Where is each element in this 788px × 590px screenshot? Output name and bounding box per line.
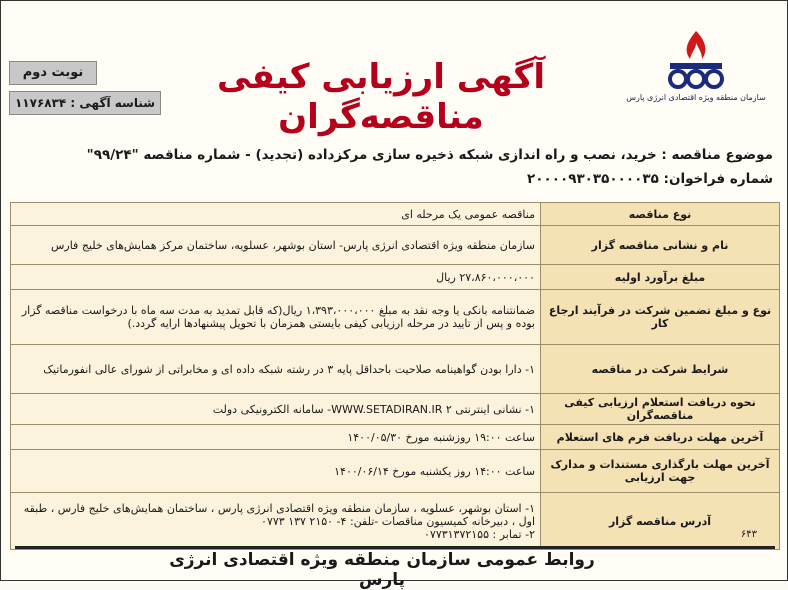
table-row (11, 203, 780, 226)
flame-logo-icon (656, 29, 736, 91)
ad-id-badge: شناسه آگهی : ۱۱۷۶۸۳۴ (9, 91, 161, 115)
fax-line: ۲- تمابر : ۰۷۷۳۱۳۷۲۱۵۵ (424, 527, 535, 541)
row-label: شرایط شرکت در مناقصه (541, 345, 780, 394)
table-row (11, 394, 780, 425)
table-row (11, 345, 780, 394)
page-number: ۶۴۳ (740, 529, 757, 540)
row-value: سازمان منطقه ویژه اقتصادی انرژی پارس- استان بوشهر، عسلویه، ساختمان مرکز همایش‌های خلیج فارس (11, 226, 541, 265)
call-number: شماره فراخوان: ۲۰۰۰۰۹۳۰۳۵۰۰۰۰۳۵ (527, 171, 773, 187)
tender-info-table (10, 202, 780, 550)
row-label: آدرس مناقصه گزار (541, 493, 780, 550)
footer-divider (15, 546, 775, 549)
row-label: مبلغ برآورد اولیه (541, 265, 780, 290)
setadiran-link[interactable]: WWW.SETADIRAN.IR (331, 402, 443, 416)
table-row (11, 493, 780, 550)
row-value: ساعت ۱۹:۰۰ روزشنبه مورخ ۱۴۰۰/۰۵/۳۰ (11, 425, 541, 450)
table-row (11, 450, 780, 493)
row-label: آخرین مهلت دریافت فرم های استعلام (541, 425, 780, 450)
footer-public-relations: روابط عمومی سازمان منطقه ویژه اقتصادی انرژی پارس (169, 550, 595, 590)
row-value: مناقصه عمومی یک مرحله ای (11, 203, 541, 226)
row-label: نحوه دریافت استعلام ارزیابی کیفی مناقصه‌گران (541, 394, 780, 425)
row-label: آخرین مهلت بارگذاری مستندات و مدارک جهت ارزیابی (541, 450, 780, 493)
row-value: ۱- دارا بودن گواهینامه صلاحیت باحداقل پایه ۳ در رشته شبکه داده ای و مخابراتی از شورای عالی انفورماتیک (11, 345, 541, 394)
nioc-logo (621, 29, 771, 125)
table-row (11, 226, 780, 265)
org-caption: سازمان منطقه ویژه اقتصادی انرژی پارس (626, 93, 766, 102)
row-value: ۲۷،۸۶۰،۰۰۰،۰۰۰ ریال (11, 265, 541, 290)
row-label: نوع و مبلغ تضمین شرکت در فرآیند ارجاع کار (541, 290, 780, 345)
row-value-part: ۱- نشانی اینترنتی (451, 402, 535, 416)
row-value-part: ۲- سامانه الکترونیکی دولت (212, 402, 452, 416)
row-value: ساعت ۱۴:۰۰ روز یکشنبه مورخ ۱۴۰۰/۰۶/۱۴ (11, 450, 541, 493)
page-title: آگهی ارزیابی کیفی مناقصه‌گران (217, 57, 545, 137)
tender-subject: موضوع مناقصه : خرید، نصب و راه اندازی شبکه ذخیره سازی مرکزداده (تجدید) - شماره مناقصه "۹۹/۲۴" (86, 147, 773, 163)
table-row (11, 290, 780, 345)
row-label: نوع مناقصه (541, 203, 780, 226)
table-row (11, 265, 780, 290)
row-value (11, 394, 541, 425)
header (1, 1, 787, 137)
second-publication-badge: نوبت دوم (9, 61, 97, 85)
row-label: نام و نشانی مناقصه گزار (541, 226, 780, 265)
row-value: ضمانتنامه بانکی یا وجه نقد به مبلغ ۱،۳۹۳،۰۰۰،۰۰۰ ریال(که قابل تمدید به مدت سه ماه با درخواست مناقصه گزار بوده و پس از تایید در مرحله ارزیابی کیفی بایستی همزمان با تحویل پیشنهادها ارایه گردد.) (11, 290, 541, 345)
table-row (11, 425, 780, 450)
address-line: ۱- استان بوشهر، عسلویه ، سازمان منطقه ویژه اقتصادی انرژی پارس ، ساختمان همایش‌های خلیج فارس ، طبقه اول ، دبیرخانه کمیسیون مناقصات -تلفن: ۴- ۲۱۵۰ ۱۳۷ ۰۷۷۳ (23, 501, 535, 528)
row-value (11, 493, 541, 550)
